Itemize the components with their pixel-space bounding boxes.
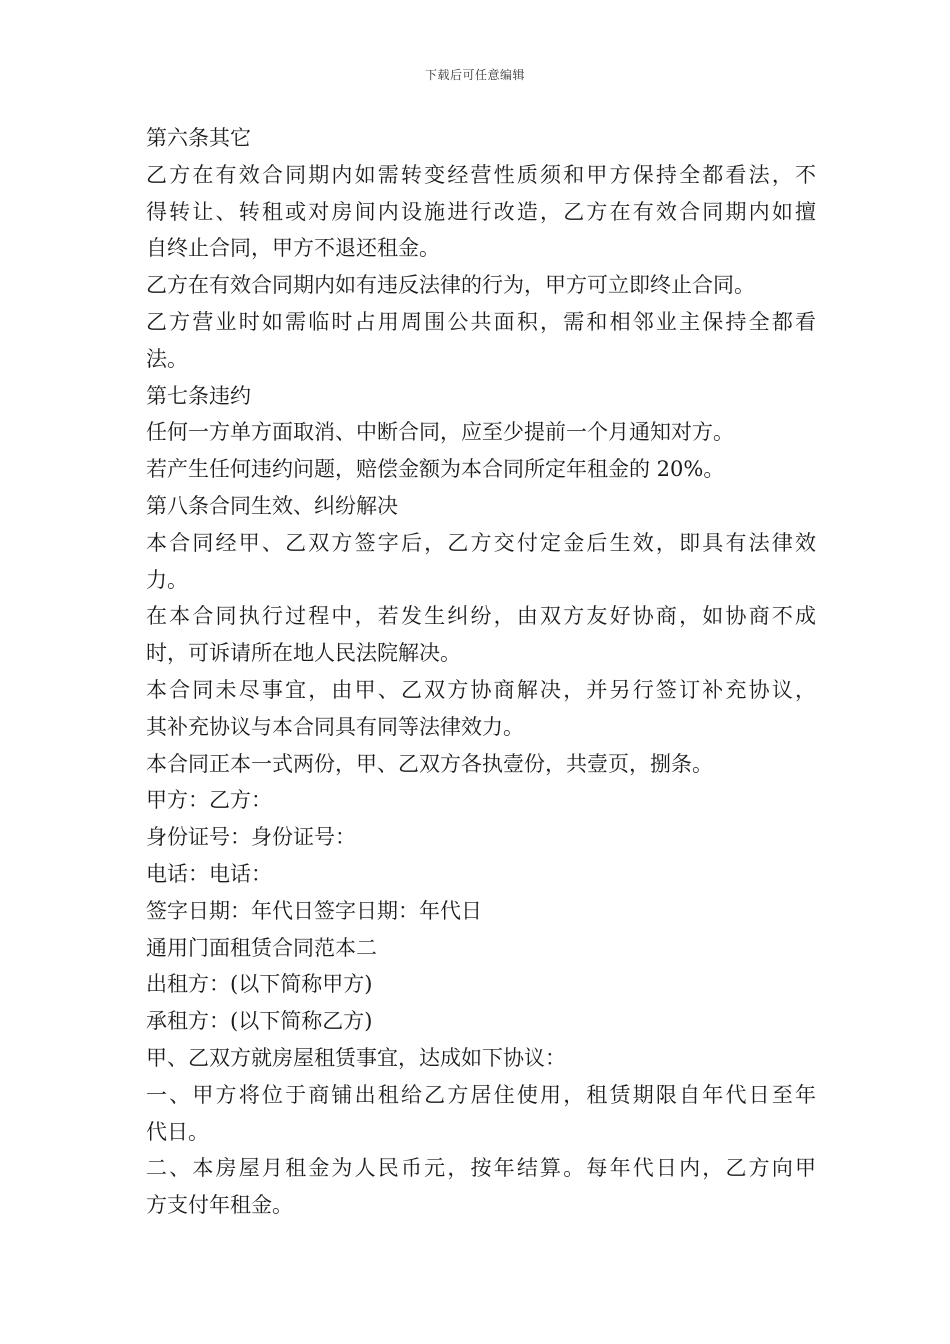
paragraph-line: 甲、乙双方就房屋租赁事宜，达成如下协议： — [146, 1045, 566, 1070]
signature-date-line: 签字日期：年代日签字日期：年代日 — [146, 898, 482, 923]
paragraph-line: 时，可诉请所在地人民法院解决。 — [146, 641, 461, 666]
page-header-note: 下载后可任意编辑 — [424, 68, 525, 82]
document-body — [146, 120, 816, 1224]
section-heading-article-8: 第八条合同生效、纠纷解决 — [146, 493, 398, 518]
clause-1-line: 代日。 — [146, 1119, 209, 1144]
paragraph-line: 本合同正本一式两份，甲、乙双方各执壹份，共壹页，捌条。 — [146, 751, 713, 776]
paragraph-line: 乙方在有效合同期内如需转变经营性质须和甲方保持全都看法，不 — [146, 162, 816, 187]
signature-phone-line: 电话：电话： — [146, 861, 272, 886]
signature-party-line: 甲方：乙方： — [146, 788, 272, 813]
paragraph-line: 若产生任何违约问题，赔偿金额为本合同所定年租金的 20%。 — [146, 457, 725, 482]
paragraph-line: 法。 — [146, 346, 188, 371]
paragraph-line: 自终止合同，甲方不退还租金。 — [146, 236, 440, 261]
paragraph-line: 本合同未尽事宜，由甲、乙双方协商解决，并另行签订补充协议， — [146, 677, 816, 702]
paragraph-line: 其补充协议与本合同具有同等法律效力。 — [146, 714, 524, 739]
section-heading-article-7: 第七条违约 — [146, 383, 251, 408]
section-heading-article-6: 第六条其它 — [146, 126, 251, 150]
lessor-line: 出租方：(以下简称甲方) — [146, 972, 373, 997]
paragraph-line: 在本合同执行过程中，若发生纠纷，由双方友好协商，如协商不成 — [146, 604, 816, 629]
paragraph-line: 本合同经甲、乙双方签字后，乙方交付定金后生效，即具有法律效 — [146, 530, 816, 555]
document-title-template-2: 通用门面租赁合同范本二 — [146, 935, 377, 960]
clause-1-line: 一、甲方将位于商铺出租给乙方居住使用，租赁期限自年代日至年 — [146, 1082, 816, 1107]
clause-2-line: 方支付年租金。 — [146, 1193, 293, 1218]
lessee-line: 承租方：(以下简称乙方) — [146, 1009, 373, 1034]
signature-id-line: 身份证号：身份证号： — [146, 825, 356, 850]
paragraph-line: 任何一方单方面取消、中断合同，应至少提前一个月通知对方。 — [146, 420, 734, 445]
paragraph-line: 得转让、转租或对房间内设施进行改造，乙方在有效合同期内如擅 — [146, 199, 816, 224]
paragraph-line: 乙方营业时如需临时占用周围公共面积，需和相邻业主保持全都看 — [146, 309, 816, 334]
paragraph-line: 乙方在有效合同期内如有违反法律的行为，甲方可立即终止合同。 — [146, 273, 755, 298]
clause-2-line: 二、本房屋月租金为人民币元，按年结算。每年代日内，乙方向甲 — [146, 1156, 816, 1181]
paragraph-line: 力。 — [146, 567, 188, 592]
